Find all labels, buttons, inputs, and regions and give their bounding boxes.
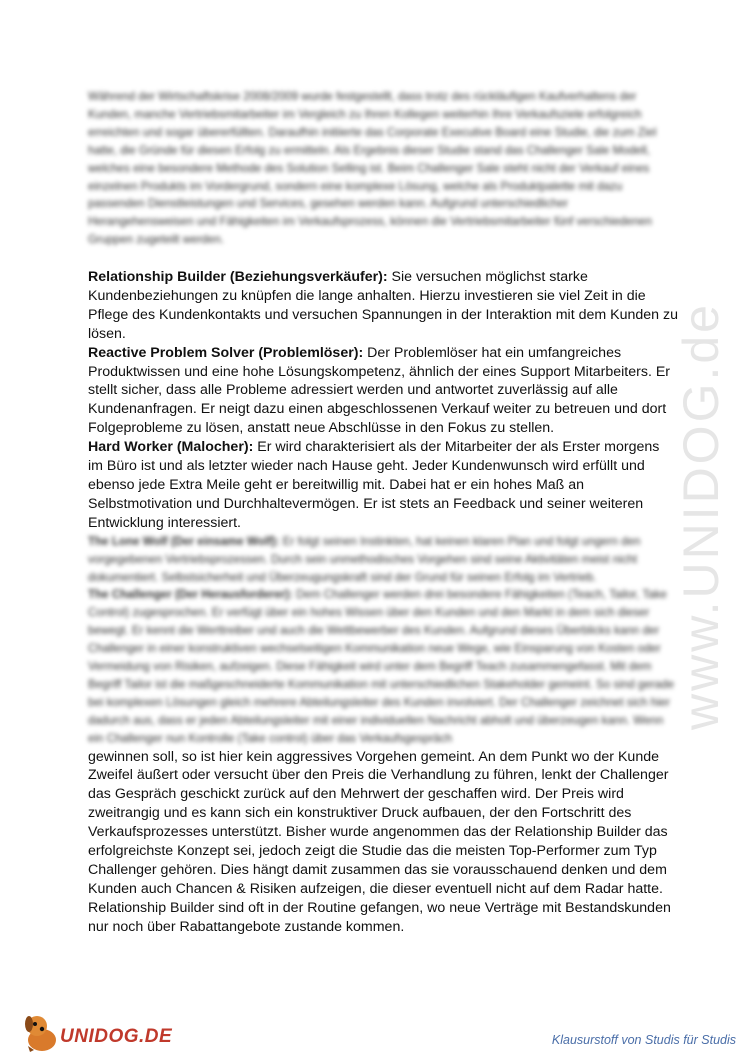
logo-text: UNIDOG.DE [60, 1026, 173, 1047]
section-hard-worker [88, 438, 678, 533]
footer-tagline: Klausurstoff von Studis für Studis [551, 1033, 736, 1047]
section-title: The Challenger (Der Herausforderer): [88, 588, 293, 602]
watermark [672, 250, 732, 750]
section-title: The Lone Wolf (Der einsame Wolf): [88, 534, 280, 548]
dog-icon [22, 1010, 62, 1054]
blurred-middle-block [88, 533, 678, 748]
section-title: Reactive Problem Solver (Problemlöser): [88, 344, 364, 361]
section-title: Hard Worker (Malocher): [88, 439, 254, 456]
section-body: Der Problemlöser hat ein umfangreiches Produktwissen und eine hohe Lösungskompetenz, ähnlich der eines Support Mitarbeiters. Er stellt sicher, dass alle Probleme adressiert werden und antwortet zuverlässig auf alle Kundenanfragen. Er neigt dazu einen abgeschlossenen Verkauf weiter zu betreuen und dort Folgeprobleme zu lösen, anstatt neue Abschlüsse in den Fokus zu stellen. [88, 344, 671, 437]
section-body: Sie versuchen möglichst starke Kundenbeziehungen zu knüpfen die lange anhalten. Hierzu investieren sie viel Zeit in die Pflege des Kundenkontakts und versuchen Spannungen in der Interaktion mit dem Kunden zu lösen. [88, 269, 678, 342]
section-body: Er wird charakterisiert als der Mitarbeiter der als Erster morgens im Büro ist und als letzter wieder nach Hause geht. Jeder Kundenwunsch wird erfüllt und ebenso jede Extra Meile geht er bereitwillig mit. Dabei hat er ein hohes Maß an Selbstmotivation und Durchhaltevermögen. Er ist stets an Feedback und seiner weiteren Entwicklung interessiert. [88, 439, 660, 531]
section-lone-wolf [88, 533, 678, 587]
blurred-intro-text: Während der Wirtschaftskrise 2008/2009 wurde festgestellt, dass trotz des rückläufigen Kaufverhaltens der Kunden, manche Vertriebsmitarbeiter im Vergleich zu Ihren Kollegen weiterhin Ihre Verkaufsziele erfolgreich erreichten und sogar übererfüllten. Daraufhin initiierte das Corporate Executive Board eine Studie, die zum Ziel hatte, die Gründe für diesen Erfolg zu ermitteln. Als Ergebnis dieser Studie stand das Challenger Sale Modell, welches eine besondere Methode des Solution Selling ist. Beim Challenger Sale steht nicht der Verkauf eines einzelnen Produkts im Vordergrund, sondern eine komplexe Lösung, welche als Produktpalette mit dazu passenden Dienstleistungen und Services, gesehen werden kann. Aufgrund unterschiedlicher Herangehensweisen und Fähigkeiten im Verkaufsprozess, können die Vertriebsmitarbeiter fünf verschiedenen Gruppen zugeteilt werden. [88, 90, 657, 247]
section-body: Er folgt seinen Instinkten, hat keinen klaren Plan und folgt ungern den vorgegebenen Vertriebsprozessen. Durch sein unmethodisches Vorgehen sind seine Aktivitäten meist nicht dokumentiert. Selbstsicherheit und Überzeugungskraft sind der Grund für seinen Erfolg im Vertrieb. [88, 534, 641, 584]
section-reactive-problem-solver [88, 344, 678, 439]
section-challenger-continuation: gewinnen soll, so ist hier kein aggressives Vorgehen gemeint. An dem Punkt wo der Kunde Zweifel äußert oder versucht über den Preis die Verhandlung zu führen, lenkt der Challenger das Gespräch geschickt zurück auf den Mehrwert der geschaffen wird. Der Preis wird zweitrangig und es kann sich ein konstruktiver Druck aufbauen, der den Fortschritt des Verkaufsprozesses unterstützt. Bisher wurde angenommen das der Relationship Builder das erfolgreichste Konzept sei, jedoch zeigt die Studie das die meisten Top-Performer zum Typ Challenger gehören. Dies hängt damit zusammen das sie vorausschauend denken und dem Kunden auch Chancen & Risiken aufzeigen, die dieser eventuell nicht auf dem Radar hatte. Relationship Builder sind oft in der Routine gefangen, wo neue Verträge mit Bestandskunden nur noch über Rabattangebote zustande kommen. [88, 748, 671, 935]
section-relationship-builder [88, 268, 678, 344]
section-body: Dem Challenger werden drei besondere Fähigkeiten (Teach, Tailor, Take Control) zugesprochen. Er verfügt über ein hohes Wissen über den Kunden und den Markt in dem sich dieser bewegt. Er kennt die Werttreiber und auch die Wettbewerber des Kunden. Aufgrund dieses Überblicks kann der Challenger in einer konstruktiven wechselseitigen Kommunikation neue Wege, wie Einsparung von Kosten oder Vermeidung von Risiken, aufzeigen. Diese Fähigkeit wird unter dem Begriff Teach zusammengefasst. Mit dem Begriff Tailor ist die maßgeschneiderte Kommunikation mit unterschiedlichen Stakeholder gemeint. So sind gerade bei komplexen Lösungen gleich mehrere Abteilungsleiter des Kunden involviert. Der Challenger zeichnet sich hier dadurch aus, dass er jeden Abteilungsleiter mit einer individuellen Nachricht abholt und überzeugen kann. Wenn ein Challenger nun Kontrolle (Take control) über das Verkaufsgespräch [88, 588, 675, 745]
watermark-text: www.UNIDOG.de [673, 302, 729, 730]
section-title: Relationship Builder (Beziehungsverkäufer): [88, 269, 388, 285]
unidog-logo [22, 1010, 173, 1054]
main-text-column [88, 268, 678, 937]
section-challenger [88, 586, 678, 747]
blurred-intro-paragraph [88, 88, 676, 249]
